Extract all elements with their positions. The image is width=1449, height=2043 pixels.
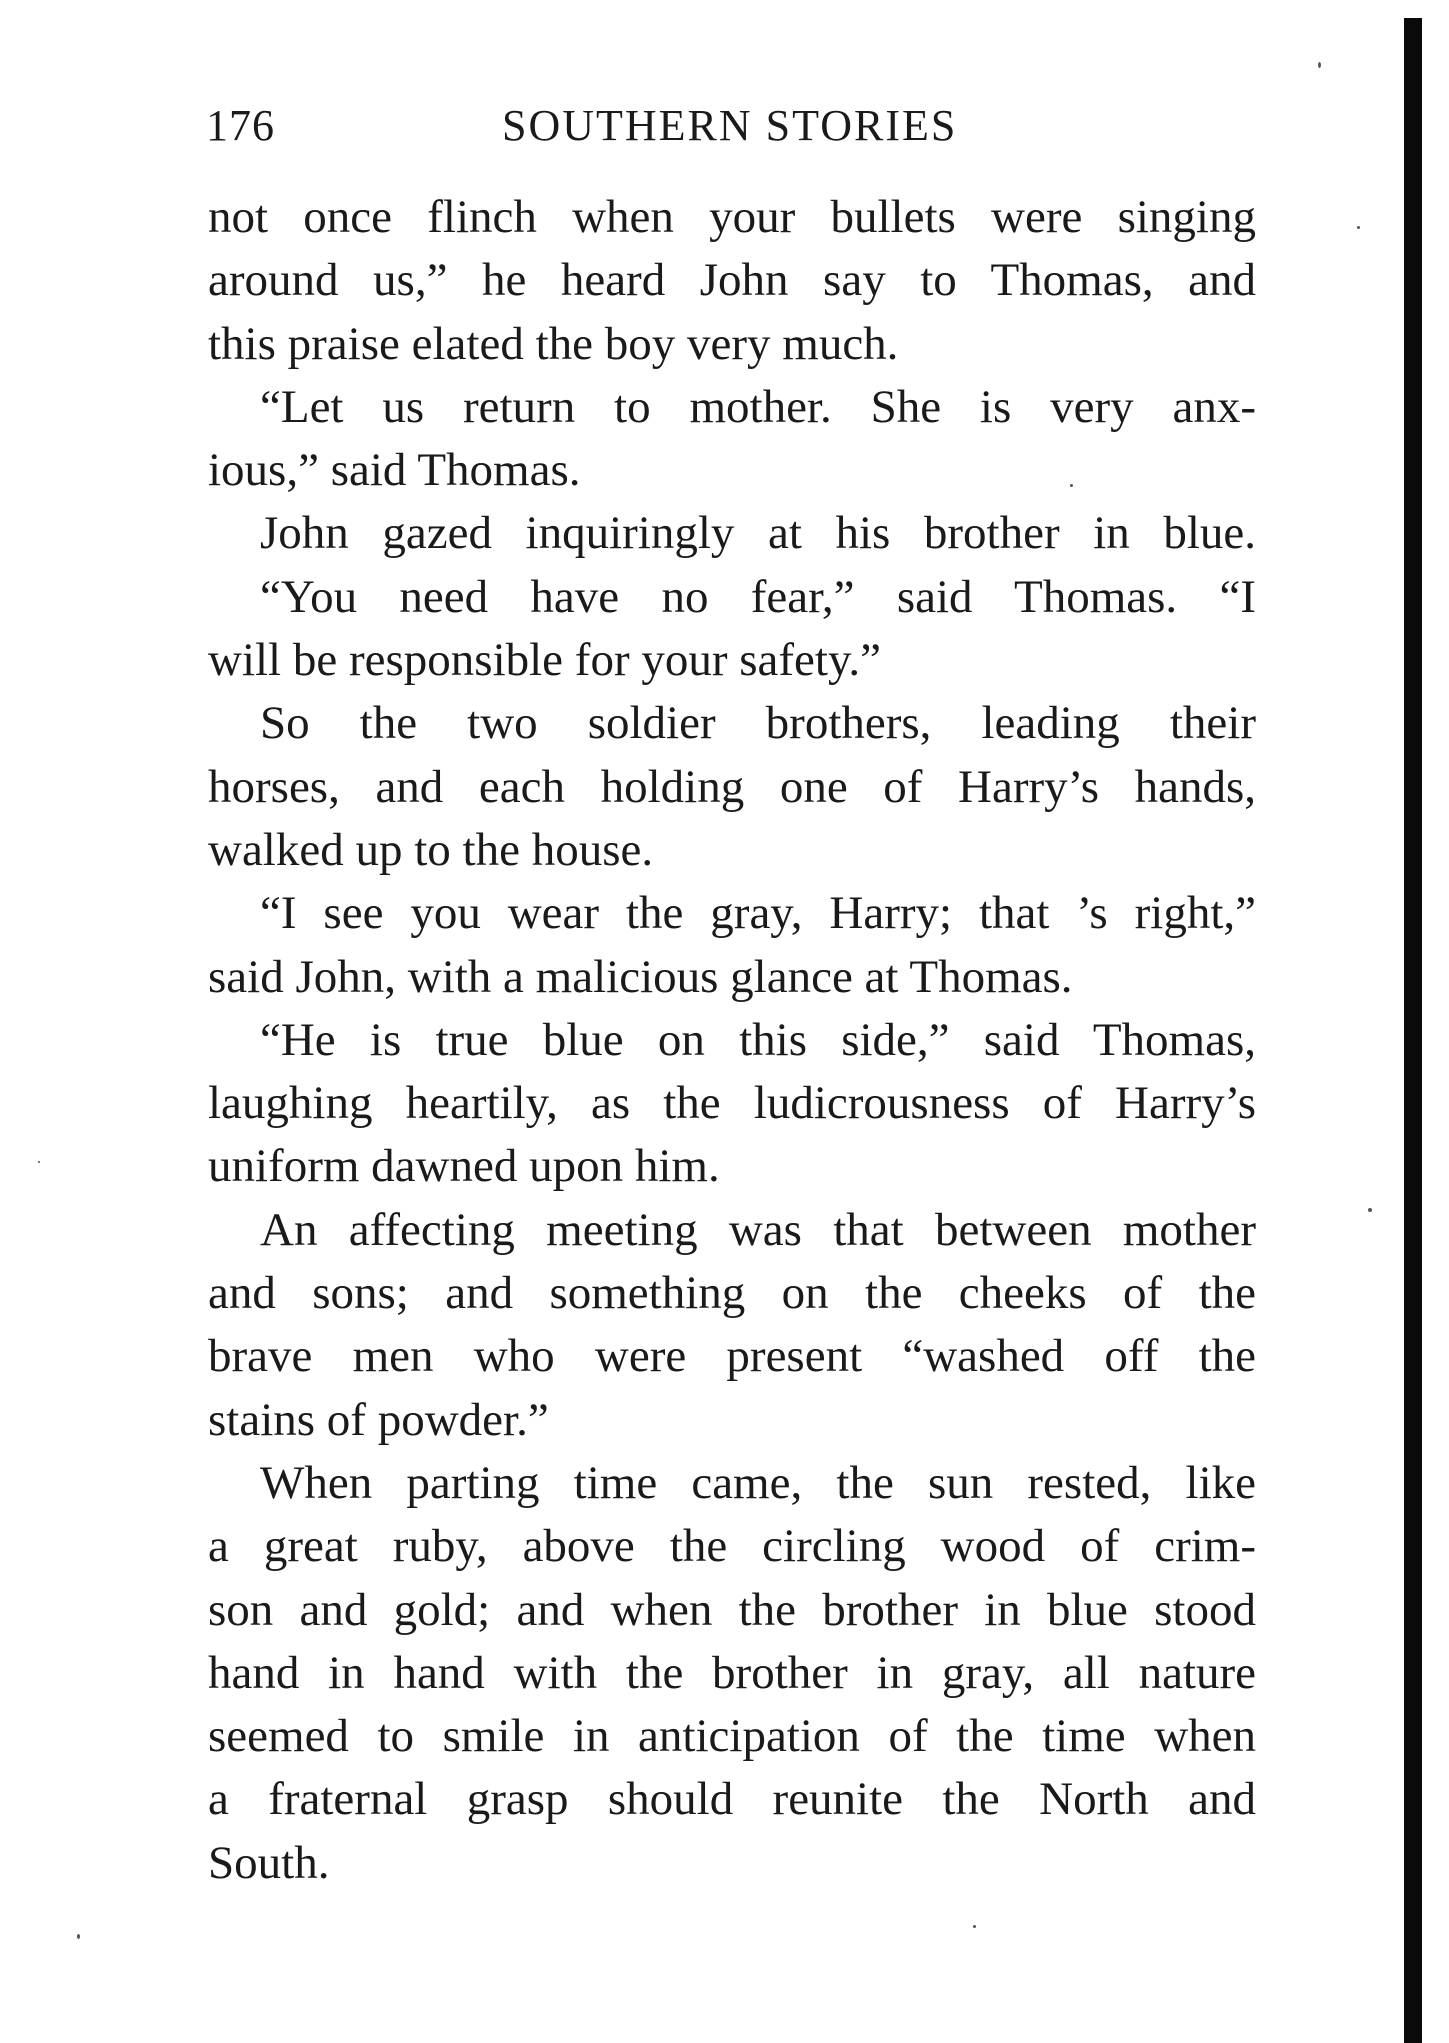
scan-speck — [1318, 62, 1321, 68]
text-line: hand in hand with the brother in gray, all nature — [208, 1646, 1256, 1699]
text-line: around us,” he heard John say to Thomas, and — [208, 254, 1256, 307]
text-line: walked up to the house. — [208, 823, 654, 876]
text-line: So the two soldier brothers, leading their — [260, 697, 1256, 750]
text-line: a fraternal grasp should reunite the North and — [208, 1773, 1256, 1826]
text-line: ious,” said Thomas. — [208, 444, 581, 497]
scan-speck — [1357, 226, 1360, 229]
scan-speck — [1368, 1208, 1372, 1212]
text-line: horses, and each holding one of Harry’s hands, — [208, 760, 1256, 813]
text-line: “You need have no fear,” said Thomas. “I — [260, 570, 1256, 623]
body-text — [208, 186, 1256, 1895]
text-line: An affecting meeting was that between mother — [260, 1203, 1256, 1256]
text-line: and sons; and something on the cheeks of the — [208, 1267, 1256, 1320]
scan-speck — [1070, 484, 1073, 487]
text-line: uniform dawned upon him. — [208, 1140, 720, 1193]
scan-speck — [38, 1161, 40, 1163]
text-line: When parting time came, the sun rested, like — [260, 1456, 1256, 1509]
text-line: “Let us return to mother. She is very anx- — [260, 380, 1256, 433]
text-line: a great ruby, above the circling wood of crim- — [208, 1520, 1256, 1573]
text-line: son and gold; and when the brother in blue stood — [208, 1583, 1256, 1636]
text-line: brave men who were present “washed off the — [208, 1330, 1256, 1383]
text-line: not once flinch when your bullets were singing — [208, 191, 1256, 243]
text-line: “I see you wear the gray, Harry; that ’s right,” — [260, 887, 1256, 940]
text-line: laughing heartily, as the ludicrousness of Harry’s — [208, 1077, 1256, 1130]
scan-speck — [973, 1925, 976, 1928]
scan-speck — [77, 1934, 80, 1939]
scan-edge-shadow — [1404, 18, 1422, 2043]
text-line: South. — [208, 1836, 330, 1889]
text-line: stains of powder.” — [208, 1393, 549, 1446]
text-line: “He is true blue on this side,” said Thomas, — [260, 1013, 1256, 1066]
page-number: 176 — [206, 101, 275, 150]
text-line: John gazed inquiringly at his brother in blue. — [260, 507, 1256, 560]
text-line: this praise elated the boy very much. — [208, 317, 899, 370]
text-line: said John, with a malicious glance at Thomas. — [208, 950, 1073, 1003]
page-header — [206, 100, 1266, 160]
running-head: SOUTHERN STORIES — [502, 101, 958, 150]
text-line: seemed to smile in anticipation of the time when — [208, 1710, 1256, 1763]
text-line: will be responsible for your safety.” — [208, 634, 882, 687]
